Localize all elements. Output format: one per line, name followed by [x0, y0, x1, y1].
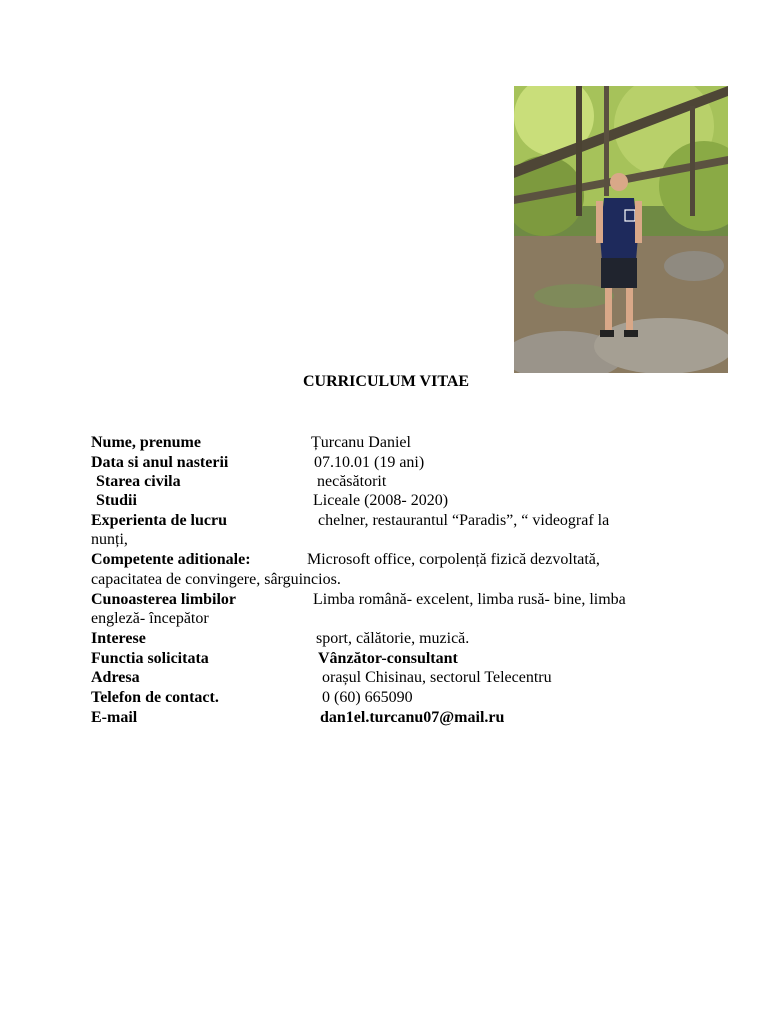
field-label-birthdate: Data si anul nasterii	[91, 454, 229, 471]
field-label-work-experience: Experienta de lucru	[91, 512, 227, 529]
field-value-additional-skills-cont: capacitatea de convingere, sârguincios.	[91, 571, 341, 588]
field-value-marital-status: necăsătorit	[317, 473, 387, 490]
field-label-interests: Interese	[91, 630, 146, 647]
field-value-studies: Liceale (2008- 2020)	[313, 492, 449, 509]
field-value-languages: Limba română- excelent, limba rusă- bine, limba	[313, 591, 626, 608]
field-value-phone: 0 (60) 665090	[322, 689, 413, 706]
field-value-languages-cont: engleză- începător	[91, 610, 209, 627]
field-label-address: Adresa	[91, 669, 140, 686]
field-label-email: E-mail	[91, 709, 138, 726]
portrait-photo-icon	[514, 86, 728, 373]
field-value-address: orașul Chisinau, sectorul Telecentru	[322, 669, 552, 686]
field-label-studies: Studii	[96, 492, 137, 509]
field-value-work-experience: chelner, restaurantul “Paradis”, “ videograf la	[318, 512, 610, 529]
field-value-work-experience-cont: nunți,	[91, 531, 128, 548]
field-label-marital-status: Starea civila	[96, 473, 181, 490]
field-value-interests: sport, călătorie, muzică.	[316, 630, 470, 647]
field-value-position: Vânzător-consultant	[318, 650, 458, 667]
field-label-name: Nume, prenume	[91, 434, 201, 451]
field-label-position: Functia solicitata	[91, 650, 209, 667]
field-value-email[interactable]: dan1el.turcanu07@mail.ru	[320, 709, 505, 726]
profile-photo	[514, 86, 728, 373]
field-label-phone: Telefon de contact.	[91, 689, 219, 706]
field-label-languages: Cunoasterea limbilor	[91, 591, 237, 608]
field-value-birthdate: 07.10.01 (19 ani)	[314, 454, 425, 471]
field-value-name: Țurcanu Daniel	[311, 434, 411, 451]
field-label-additional-skills: Competente aditionale:	[91, 551, 251, 568]
document-title: CURRICULUM VITAE	[302, 373, 470, 390]
field-value-additional-skills: Microsoft office, corpolență fizică dezvoltată,	[307, 551, 600, 568]
